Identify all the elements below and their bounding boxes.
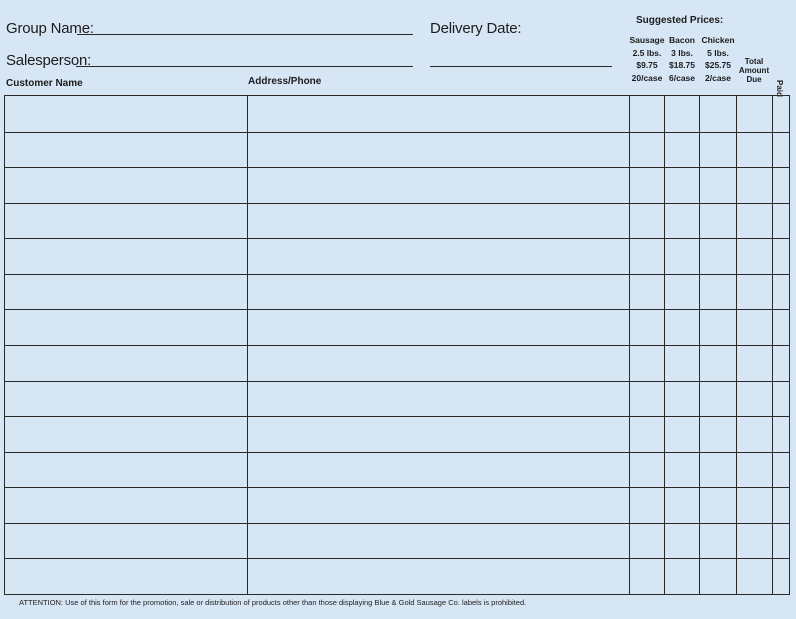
customer-name-cell[interactable] [6,488,246,522]
sausage-qty-cell[interactable] [630,417,663,451]
chicken-qty-cell[interactable] [700,168,735,202]
chicken-qty-cell[interactable] [700,488,735,522]
table-row [5,487,789,523]
chicken-qty-cell[interactable] [700,524,735,558]
product-name: Chicken [701,35,735,45]
address-phone-cell[interactable] [248,346,628,380]
sausage-qty-cell[interactable] [630,382,663,416]
product-price: $9.75 [636,60,658,70]
paid-cell[interactable] [773,559,788,593]
sausage-qty-cell[interactable] [630,453,663,487]
product-price: $25.75 [705,60,731,70]
paid-cell[interactable] [773,239,788,273]
bacon-qty-cell[interactable] [665,204,698,238]
total-amount-cell[interactable] [737,453,771,487]
total-amount-cell[interactable] [737,417,771,451]
total-amount-cell[interactable] [737,275,771,309]
customer-name-cell[interactable] [6,204,246,238]
paid-cell[interactable] [773,310,788,344]
bacon-qty-cell[interactable] [665,382,698,416]
total-amount-cell[interactable] [737,559,771,593]
product-weight: 3 lbs. [671,47,693,58]
bacon-qty-cell[interactable] [665,417,698,451]
customer-name-cell[interactable] [6,133,246,167]
chicken-qty-cell[interactable] [700,97,735,131]
chicken-qty-cell[interactable] [700,310,735,344]
chicken-qty-cell[interactable] [700,453,735,487]
paid-cell[interactable] [773,204,788,238]
sausage-qty-cell[interactable] [630,310,663,344]
chicken-qty-cell[interactable] [700,559,735,593]
bacon-qty-cell[interactable] [665,168,698,202]
table-row [5,167,789,203]
paid-cell[interactable] [773,417,788,451]
customer-name-cell[interactable] [6,346,246,380]
table-row [5,416,789,452]
total-amount-cell[interactable] [737,168,771,202]
bacon-qty-cell[interactable] [665,346,698,380]
table-row [5,238,789,274]
customer-name-cell[interactable] [6,97,246,131]
table-row [5,345,789,381]
customer-name-cell[interactable] [6,310,246,344]
customer-name-cell[interactable] [6,453,246,487]
bacon-qty-cell[interactable] [665,239,698,273]
total-amount-cell[interactable] [737,310,771,344]
address-phone-cell[interactable] [248,488,628,522]
paid-cell[interactable] [773,524,788,558]
suggested-prices-title: Suggested Prices: [636,15,724,26]
total-amount-cell[interactable] [737,346,771,380]
customer-name-cell[interactable] [6,524,246,558]
total-amount-cell[interactable] [737,524,771,558]
product-price: $18.75 [669,60,695,70]
product-case: 6/case [669,72,695,83]
customer-name-cell[interactable] [6,382,246,416]
customer-name-cell[interactable] [6,275,246,309]
product-sausage [629,34,665,84]
paid-cell[interactable] [773,133,788,167]
product-weight: 5 lbs. [707,47,729,58]
table-row [5,203,789,239]
address-phone-cell[interactable] [248,382,628,416]
bacon-qty-cell[interactable] [665,275,698,309]
bacon-qty-cell[interactable] [665,97,698,131]
product-bacon [664,34,700,84]
bacon-qty-cell[interactable] [665,310,698,344]
address-phone-cell[interactable] [248,168,628,202]
bacon-qty-cell[interactable] [665,524,698,558]
customer-name-cell[interactable] [6,559,246,593]
total-amount-cell[interactable] [737,97,771,131]
total-amount-cell[interactable] [737,239,771,273]
table-row [5,309,789,345]
address-phone-cell[interactable] [248,559,628,593]
chicken-qty-cell[interactable] [700,239,735,273]
chicken-qty-cell[interactable] [700,204,735,238]
table-row [5,523,789,559]
product-chicken [699,34,737,84]
sausage-qty-cell[interactable] [630,524,663,558]
sausage-qty-cell[interactable] [630,346,663,380]
paid-cell[interactable] [773,453,788,487]
product-name: Bacon [669,35,695,45]
attention-notice: ATTENTION: Use of this form for the promotion, sale or distribution of products other than those displaying Blue & Gold Sausage Co. labels is prohibited. [19,598,527,607]
sausage-qty-cell[interactable] [630,559,663,593]
table-row [5,381,789,417]
total-amount-due-label: Total Amount Due [738,57,770,84]
customer-name-cell[interactable] [6,239,246,273]
sausage-qty-cell[interactable] [630,133,663,167]
order-table [4,95,790,595]
total-amount-cell[interactable] [737,133,771,167]
paid-cell[interactable] [773,488,788,522]
address-phone-cell[interactable] [248,275,628,309]
table-row [5,558,789,594]
sausage-qty-cell[interactable] [630,275,663,309]
group-name-label: Group Name: [6,20,94,37]
sausage-qty-cell[interactable] [630,239,663,273]
paid-cell[interactable] [773,382,788,416]
sausage-qty-cell[interactable] [630,204,663,238]
bacon-qty-cell[interactable] [665,133,698,167]
bacon-qty-cell[interactable] [665,453,698,487]
customer-name-header: Customer Name [6,78,83,89]
salesperson-field[interactable] [76,66,413,67]
address-phone-cell[interactable] [248,97,628,131]
address-phone-cell[interactable] [248,204,628,238]
delivery-date-field[interactable] [430,66,612,67]
table-row [5,274,789,310]
paid-cell[interactable] [773,168,788,202]
salesperson-label: Salesperson: [6,52,92,69]
chicken-qty-cell[interactable] [700,133,735,167]
address-phone-cell[interactable] [248,133,628,167]
product-case: 2/case [705,72,731,83]
paid-cell[interactable] [773,97,788,131]
address-phone-cell[interactable] [248,524,628,558]
bacon-qty-cell[interactable] [665,488,698,522]
address-phone-cell[interactable] [248,453,628,487]
sausage-qty-cell[interactable] [630,168,663,202]
product-case: 20/case [631,72,663,83]
total-amount-cell[interactable] [737,382,771,416]
sausage-qty-cell[interactable] [630,97,663,131]
total-amount-cell[interactable] [737,204,771,238]
chicken-qty-cell[interactable] [700,346,735,380]
chicken-qty-cell[interactable] [700,382,735,416]
paid-cell[interactable] [773,275,788,309]
sausage-qty-cell[interactable] [630,488,663,522]
table-row [5,132,789,168]
customer-name-cell[interactable] [6,168,246,202]
chicken-qty-cell[interactable] [700,275,735,309]
chicken-qty-cell[interactable] [700,417,735,451]
paid-label: Paid [775,80,784,97]
customer-name-cell[interactable] [6,417,246,451]
address-phone-cell[interactable] [248,417,628,451]
product-weight: 2.5 lbs. [632,47,662,58]
address-phone-header: Address/Phone [248,76,322,87]
paid-cell[interactable] [773,346,788,380]
address-phone-cell[interactable] [248,310,628,344]
group-name-field[interactable] [77,34,413,35]
product-name: Sausage [629,35,665,45]
table-row [5,452,789,488]
table-row [5,96,789,132]
total-amount-cell[interactable] [737,488,771,522]
bacon-qty-cell[interactable] [665,559,698,593]
address-phone-cell[interactable] [248,239,628,273]
delivery-date-label: Delivery Date: [430,20,522,37]
